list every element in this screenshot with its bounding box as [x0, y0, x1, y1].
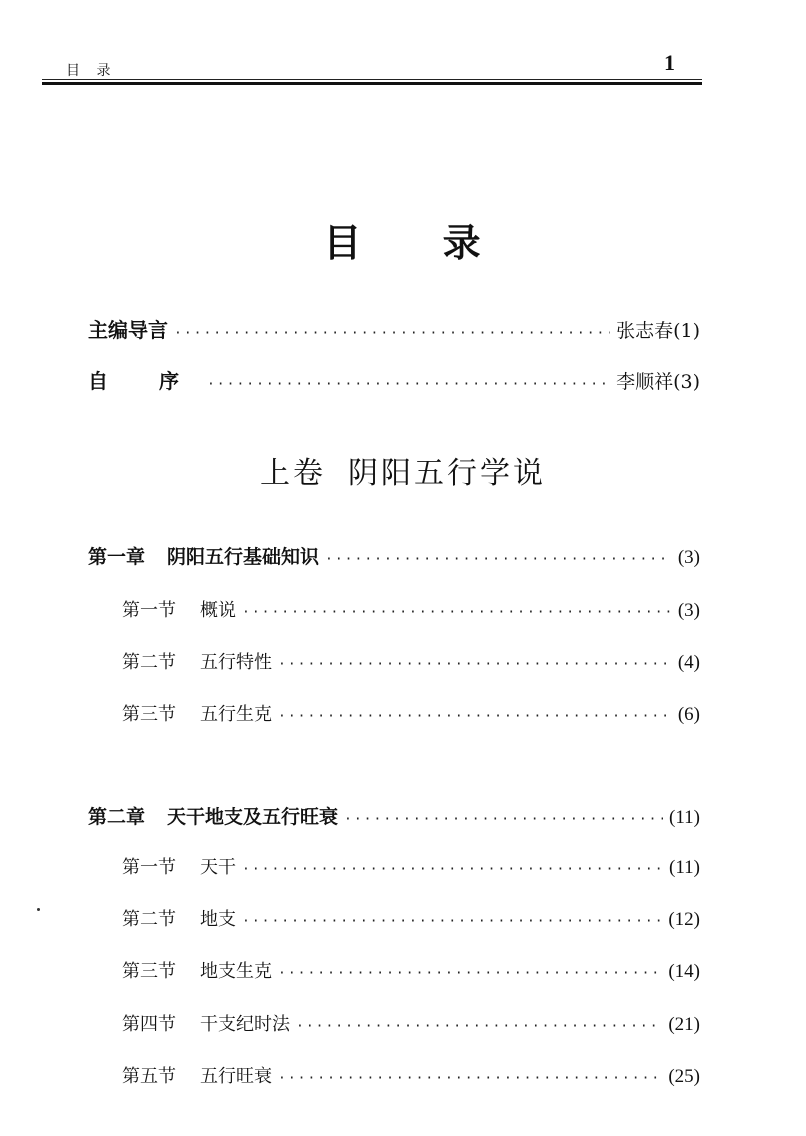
header-rule-thick [42, 82, 702, 85]
toc-chapter-2 [88, 802, 700, 829]
section-page: (14) [668, 961, 700, 982]
dot-leader [278, 657, 672, 672]
section-title: 地支 [200, 909, 236, 930]
dot-leader [296, 1019, 662, 1034]
toc-section [122, 700, 700, 726]
section-page: (25) [668, 1066, 700, 1087]
dot-leader [278, 966, 662, 981]
section-number: 第四节 [122, 1014, 176, 1035]
volume-name: 阴阳五行学说 [348, 456, 546, 491]
volume-heading [0, 448, 806, 492]
section-number: 第二节 [122, 652, 176, 673]
section-title: 五行旺衰 [200, 1066, 272, 1087]
running-header-title: 目 录 [66, 63, 117, 79]
volume-part: 上卷 [260, 456, 326, 491]
toc-section [122, 905, 700, 931]
header-rule-thin [42, 79, 702, 80]
section-number: 第一节 [122, 857, 176, 878]
toc-section [122, 957, 700, 983]
section-title: 干支纪时法 [200, 1014, 290, 1035]
dot-leader [174, 326, 610, 341]
section-page: (6) [677, 704, 700, 725]
chapter-title: 天干地支及五行旺衰 [167, 806, 339, 828]
toc-entry-editor-intro [88, 314, 700, 343]
toc-entry-preface [88, 365, 700, 394]
section-number: 第一节 [122, 600, 176, 621]
section-title: 天干 [200, 857, 236, 878]
section-page: (21) [668, 1014, 700, 1035]
toc-section [122, 1010, 700, 1036]
toc-entry-label: 自 序 [88, 369, 201, 393]
chapter-page: (11) [669, 807, 700, 828]
toc-entry-page: 张志春(1) [616, 320, 700, 342]
dot-leader [278, 1071, 662, 1086]
dot-leader [278, 709, 672, 724]
section-page: (11) [669, 857, 700, 878]
section-title: 五行生克 [200, 704, 272, 725]
dot-leader [207, 377, 610, 392]
dot-leader [242, 605, 672, 620]
dot-leader [344, 812, 663, 827]
toc-section [122, 853, 700, 879]
dot-leader [242, 914, 662, 929]
section-title: 五行特性 [200, 652, 272, 673]
toc-section [122, 1062, 700, 1088]
section-page: (3) [677, 600, 700, 621]
page-title: 目 录 [323, 221, 483, 265]
section-number: 第三节 [122, 704, 176, 725]
section-page: (4) [677, 652, 700, 673]
page-number: 1 [664, 50, 675, 75]
chapter-number: 第二章 [88, 806, 146, 828]
dot-leader [325, 552, 672, 567]
section-title: 地支生克 [200, 961, 272, 982]
toc-entry-page: 李顺祥(3) [616, 371, 700, 393]
section-number: 第五节 [122, 1066, 176, 1087]
dot-leader [242, 862, 663, 877]
section-number: 第二节 [122, 909, 176, 930]
section-number: 第三节 [122, 961, 176, 982]
section-page: (12) [668, 909, 700, 930]
section-title: 概说 [200, 600, 236, 621]
chapter-number: 第一章 [88, 546, 146, 568]
toc-section [122, 648, 700, 674]
toc-chapter-1 [88, 542, 700, 569]
chapter-page: (3) [677, 547, 700, 568]
toc-entry-label: 主编导言 [88, 318, 168, 342]
scan-speck [37, 908, 40, 911]
toc-section [122, 596, 700, 622]
chapter-title: 阴阳五行基础知识 [167, 546, 320, 568]
